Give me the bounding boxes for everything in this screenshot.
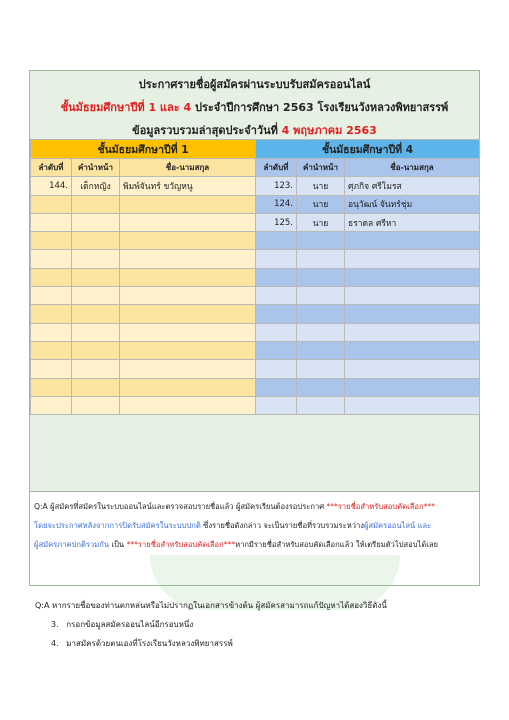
m4-prefix-cell xyxy=(297,323,345,341)
col-no-m4: ลำดับที่ xyxy=(256,159,297,177)
m4-name-cell: อนุวัฒน์ จันทร์ชุ่ม xyxy=(345,195,480,213)
m1-no-cell xyxy=(31,396,72,414)
m4-name-cell: ธราดล ศรีหา xyxy=(345,213,480,231)
m4-name-cell xyxy=(345,232,480,250)
m1-no-cell: 144. xyxy=(31,177,72,195)
m4-name-cell xyxy=(345,323,480,341)
m1-name-cell xyxy=(120,341,256,359)
m1-prefix-cell xyxy=(72,232,120,250)
m1-no-cell xyxy=(31,378,72,396)
m1-prefix-cell xyxy=(72,287,120,305)
m1-prefix-cell xyxy=(72,378,120,396)
m4-no-cell: 124. xyxy=(256,195,297,213)
m1-prefix-cell: เด็กหญิง xyxy=(72,177,120,195)
m1-name-cell: พิมพ์จันทร์ ขวัญหนู xyxy=(120,177,256,195)
m1-name-cell xyxy=(120,378,256,396)
note1-text-a: Q:A ผู้สมัครที่สมัครในระบบออนไลน์และตรวจสอบรายชื่อแล้ว ผู้สมัครเรียนต้องรอประกาศ xyxy=(34,502,327,511)
m4-prefix-cell xyxy=(297,341,345,359)
table-row xyxy=(31,250,480,268)
m1-no-cell xyxy=(31,305,72,323)
m4-no-cell xyxy=(256,360,297,378)
m4-no-cell xyxy=(256,396,297,414)
m4-no-cell xyxy=(256,287,297,305)
section-m1-title: ชั้นมัธยมศึกษาปีที่ 1 xyxy=(31,140,256,159)
m4-prefix-cell: นาย xyxy=(297,177,345,195)
m1-no-cell xyxy=(31,232,72,250)
m4-name-cell xyxy=(345,305,480,323)
note1-text-i: หากมีรายชื่อสำหรับสอบคัดเลือกแล้ว ให้เตรียมตัวไปสอบได้เลย xyxy=(235,540,438,549)
m1-no-cell xyxy=(31,287,72,305)
m4-prefix-cell xyxy=(297,268,345,286)
m4-no-cell xyxy=(256,232,297,250)
announcement-header xyxy=(30,71,479,142)
table-row xyxy=(31,360,480,378)
col-name-m4: ชื่อ-นามสกุล xyxy=(345,159,480,177)
m1-name-cell xyxy=(120,287,256,305)
m4-prefix-cell: นาย xyxy=(297,195,345,213)
m4-prefix-cell xyxy=(297,287,345,305)
m1-no-cell xyxy=(31,323,72,341)
table-row xyxy=(31,177,480,195)
note-qa-2: Q:A หากรายชื่อของท่านตกหล่นหรือไม่ปรากฏในเอกสารข้างต้น ผู้สมัครสามารถแก้ปัญหาได้สองวิธีดังนี้ xyxy=(35,601,387,610)
m4-name-cell xyxy=(345,250,480,268)
m1-prefix-cell xyxy=(72,396,120,414)
solutions-list xyxy=(31,596,481,653)
table-row xyxy=(31,268,480,286)
table-row xyxy=(31,396,480,414)
header-date: 4 พฤษภาคม 2563 xyxy=(281,124,377,137)
m4-no-cell xyxy=(256,250,297,268)
m4-prefix-cell xyxy=(297,305,345,323)
m4-no-cell: 123. xyxy=(256,177,297,195)
table-row xyxy=(31,323,480,341)
header-subtitle xyxy=(30,96,479,119)
m1-prefix-cell xyxy=(72,341,120,359)
col-no-m1: ลำดับที่ xyxy=(31,159,72,177)
m4-name-cell xyxy=(345,287,480,305)
m4-prefix-cell xyxy=(297,232,345,250)
m1-name-cell xyxy=(120,250,256,268)
header-school: ประจำปีการศึกษา 2563 โรงเรียนวังหลวงพิทยาสรรพ์ xyxy=(191,101,449,114)
note-qa-1 xyxy=(34,497,475,554)
table-row xyxy=(31,341,480,359)
m1-prefix-cell xyxy=(72,213,120,231)
m1-name-cell xyxy=(120,360,256,378)
m1-prefix-cell xyxy=(72,360,120,378)
note1-text-d: ซึ่งรายชื่อดังกล่าว จะเป็นรายชื่อที่รวบรวมระหว่าง xyxy=(200,521,364,530)
table-row xyxy=(31,195,480,213)
m1-prefix-cell xyxy=(72,268,120,286)
m1-no-cell xyxy=(31,213,72,231)
note1-highlight-b: ***รายชื่อสำหรับสอบคัดเลือก*** xyxy=(326,502,435,511)
m4-prefix-cell xyxy=(297,360,345,378)
m1-no-cell xyxy=(31,195,72,213)
note1-text-g: เป็น xyxy=(109,540,127,549)
table-row xyxy=(31,378,480,396)
notes-box xyxy=(29,492,480,586)
m1-no-cell xyxy=(31,341,72,359)
m4-name-cell xyxy=(345,341,480,359)
m4-prefix-cell xyxy=(297,250,345,268)
m1-prefix-cell xyxy=(72,195,120,213)
note1-text-f: ผู้สมัครภาคปกติรวมกัน xyxy=(34,540,110,549)
section-m4-title: ชั้นมัธยมศึกษาปีที่ 4 xyxy=(256,140,480,159)
table-row xyxy=(31,213,480,231)
announcement-sheet xyxy=(29,70,480,492)
m4-no-cell xyxy=(256,341,297,359)
note1-text-e: ผู้สมัครออนไลน์ และ xyxy=(363,521,432,530)
m4-name-cell xyxy=(345,396,480,414)
col-prefix-m4: คำนำหน้า xyxy=(297,159,345,177)
m1-name-cell xyxy=(120,268,256,286)
m4-no-cell xyxy=(256,323,297,341)
m4-prefix-cell: นาย xyxy=(297,213,345,231)
note1-highlight-h: ***รายชื่อสำหรับสอบคัดเลือก*** xyxy=(126,540,236,549)
m1-no-cell xyxy=(31,268,72,286)
m1-name-cell xyxy=(120,396,256,414)
header-date-prefix: ข้อมูลรวบรวมล่าสุดประจำวันที่ xyxy=(132,124,282,137)
m1-name-cell xyxy=(120,305,256,323)
m4-no-cell xyxy=(256,378,297,396)
m1-prefix-cell xyxy=(72,305,120,323)
m4-no-cell: 125. xyxy=(256,213,297,231)
m1-prefix-cell xyxy=(72,323,120,341)
m4-prefix-cell xyxy=(297,396,345,414)
m4-no-cell xyxy=(256,305,297,323)
table-row xyxy=(31,232,480,250)
m1-no-cell xyxy=(31,250,72,268)
table-row xyxy=(31,287,480,305)
option-2: 4. มาสมัครด้วยตนเองที่โรงเรียนวังหลวงพิทยาสรรพ์ xyxy=(51,639,233,648)
note1-text-c: โดยจะประกาศหลังจากการปิดรับสมัครในระบบปกติ xyxy=(34,521,201,530)
m1-prefix-cell xyxy=(72,250,120,268)
m4-name-cell: ศุภกิจ ศรีโมรส xyxy=(345,177,480,195)
header-title: ประกาศรายชื่อผู้สมัครผ่านระบบรับสมัครออนไลน์ xyxy=(138,78,371,91)
m4-prefix-cell xyxy=(297,378,345,396)
m4-name-cell xyxy=(345,378,480,396)
col-prefix-m1: คำนำหน้า xyxy=(72,159,120,177)
m4-name-cell xyxy=(345,360,480,378)
m1-no-cell xyxy=(31,360,72,378)
m1-name-cell xyxy=(120,232,256,250)
option-1: 3. กรอกข้อมูลสมัครออนไลน์อีกรอบหนึ่ง xyxy=(51,620,194,629)
applicant-table xyxy=(30,139,480,415)
m1-name-cell xyxy=(120,195,256,213)
table-row xyxy=(31,305,480,323)
m1-name-cell xyxy=(120,213,256,231)
m4-name-cell xyxy=(345,268,480,286)
col-name-m1: ชื่อ-นามสกุล xyxy=(120,159,256,177)
header-grades: ชั้นมัธยมศึกษาปีที่ 1 และ 4 xyxy=(60,101,192,114)
m4-no-cell xyxy=(256,268,297,286)
m1-name-cell xyxy=(120,323,256,341)
